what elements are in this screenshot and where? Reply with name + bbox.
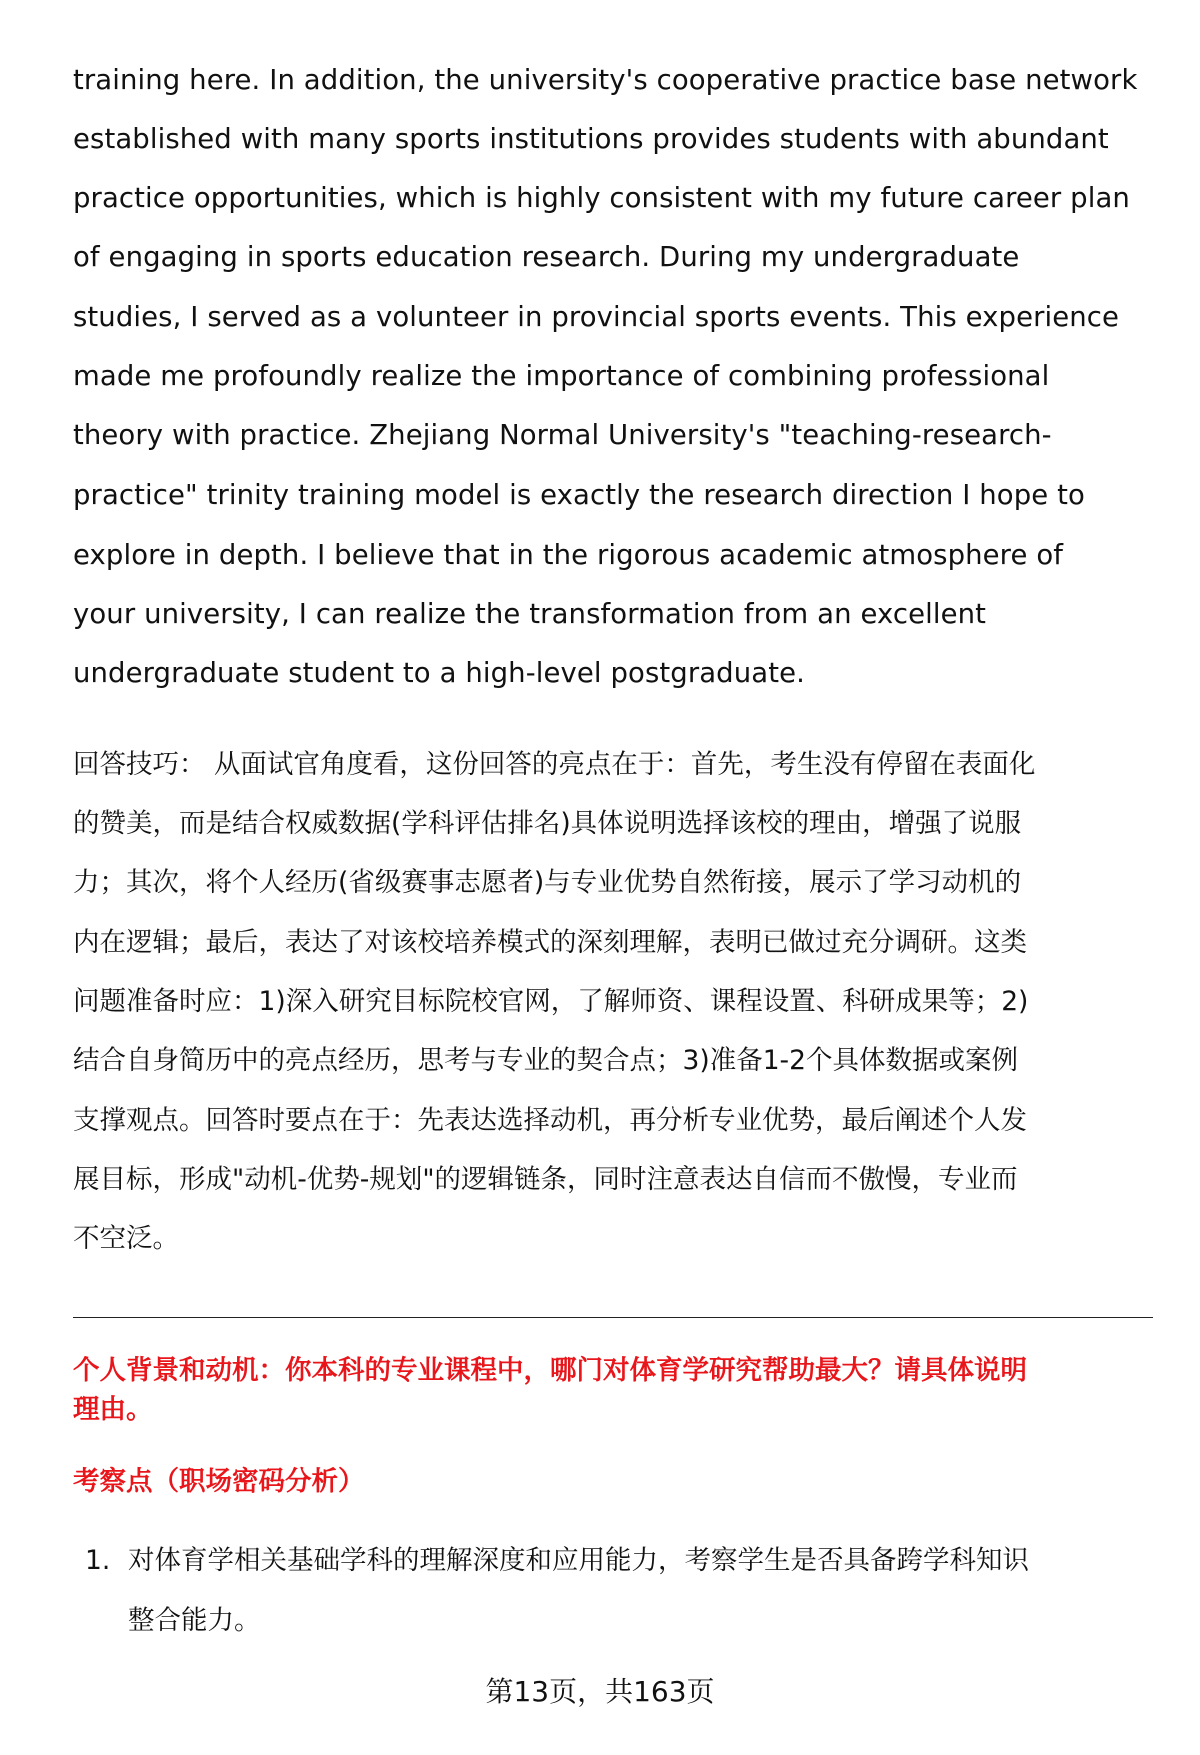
text-line: theory with practice. Zhejiang Normal University's "teaching-research- — [73, 419, 1052, 451]
text-line: 问题准备时应：1)深入研究目标院校官网，了解师资、课程设置、科研成果等；2) — [73, 986, 1029, 1017]
question-line: 个人背景和动机：你本科的专业课程中，哪门对体育学研究帮助最大？请具体说明 — [73, 1355, 1027, 1386]
text-line: explore in depth. I believe that in the rigorous academic atmosphere of — [73, 539, 1064, 571]
question-line: 理由。 — [73, 1394, 153, 1425]
text-line: 不空泛。 — [73, 1223, 179, 1254]
text-line: studies, I served as a volunteer in provincial sports events. This experience — [73, 301, 1120, 333]
text-line: practice" trinity training model is exactly the research direction I hope to — [73, 479, 1085, 511]
text-line: 展目标，形成"动机-优势-规划"的逻辑链条，同时注意表达自信而不傲慢，专业而 — [73, 1164, 1018, 1195]
text-line: 回答技巧： 从面试官角度看，这份回答的亮点在于：首先，考生没有停留在表面化 — [73, 749, 1036, 780]
divider — [73, 1317, 1153, 1318]
text-line: 力；其次，将个人经历(省级赛事志愿者)与专业优势自然衔接，展示了学习动机的 — [73, 867, 1022, 898]
text-line: undergraduate student to a high-level postgraduate. — [73, 657, 805, 689]
text-line: training here. In addition, the university's cooperative practice base network — [73, 64, 1138, 96]
text-line: 内在逻辑；最后，表达了对该校培养模式的深刻理解，表明已做过充分调研。这类 — [73, 927, 1027, 958]
text-line: established with many sports institutions provides students with abundant — [73, 123, 1109, 155]
list-number: 1. — [85, 1545, 111, 1576]
text-line: 结合自身简历中的亮点经历，思考与专业的契合点；3)准备1-2个具体数据或案例 — [73, 1045, 1018, 1076]
page-number: 第13页，共163页 — [485, 1675, 715, 1708]
text-line: practice opportunities, which is highly consistent with my future career plan — [73, 182, 1130, 214]
list-text-line: 整合能力。 — [128, 1605, 261, 1636]
text-line: of engaging in sports education research. During my undergraduate — [73, 241, 1020, 273]
text-line: your university, I can realize the transformation from an excellent — [73, 598, 987, 630]
text-line: made me profoundly realize the importance of combining professional — [73, 360, 1050, 392]
section-heading: 考察点（职场密码分析） — [73, 1466, 365, 1497]
text-line: 支撑观点。回答时要点在于：先表达选择动机，再分析专业优势，最后阐述个人发 — [73, 1105, 1027, 1136]
text-line: 的赞美，而是结合权威数据(学科评估排名)具体说明选择该校的理由，增强了说服 — [73, 808, 1022, 839]
list-text-line: 对体育学相关基础学科的理解深度和应用能力，考察学生是否具备跨学科知识 — [128, 1545, 1029, 1576]
